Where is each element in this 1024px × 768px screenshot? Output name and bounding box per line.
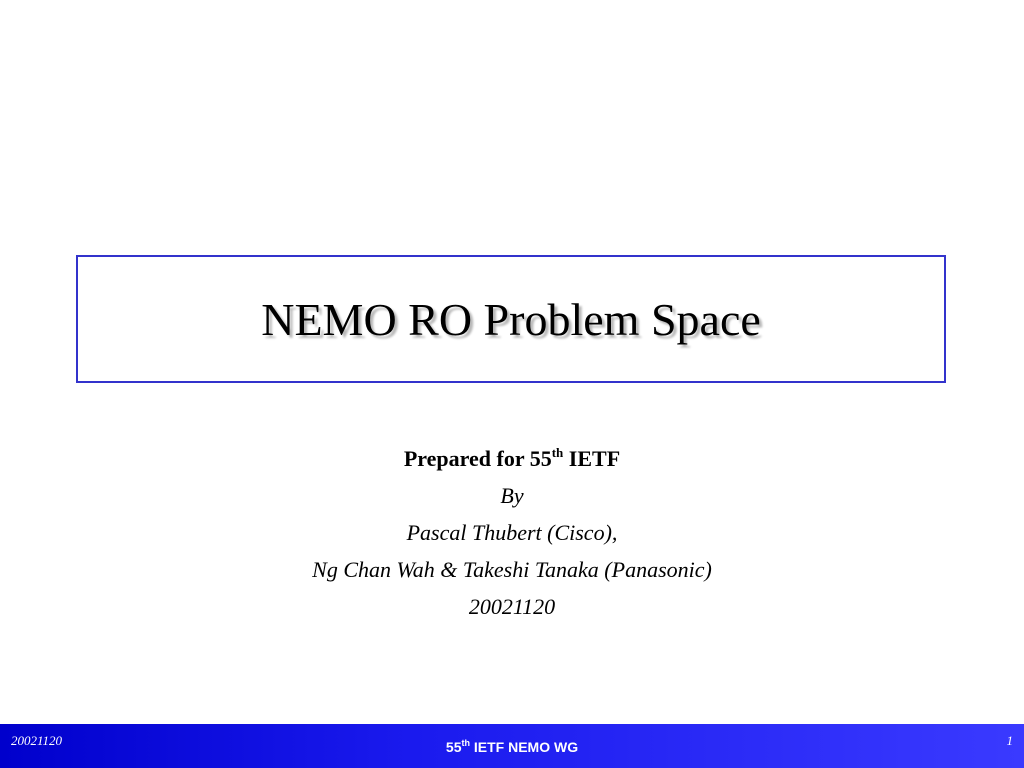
prepared-prefix: Prepared for 55 — [403, 446, 552, 471]
date-line: 20021120 — [468, 594, 556, 619]
page-number: 1 — [1006, 733, 1013, 748]
footer-date: 20021120 — [11, 733, 63, 748]
subtitle-block — [0, 440, 1024, 625]
footer-title — [0, 739, 1024, 755]
footer-title-prefix: 55 — [445, 739, 462, 755]
author-line-1: Pascal Thubert (Cisco), — [406, 520, 618, 545]
prepared-for-line — [0, 440, 1024, 477]
footer-bar — [0, 724, 1024, 768]
slide-title: NEMO RO Problem Space — [261, 293, 761, 345]
footer-title-superscript: th — [461, 738, 470, 748]
title-box — [76, 255, 946, 383]
prepared-superscript: th — [551, 445, 564, 460]
by-line: By — [500, 483, 524, 508]
footer-title-suffix: IETF NEMO WG — [469, 739, 579, 755]
prepared-suffix: IETF — [563, 446, 621, 471]
author-line-2: Ng Chan Wah & Takeshi Tanaka (Panasonic) — [312, 557, 712, 582]
